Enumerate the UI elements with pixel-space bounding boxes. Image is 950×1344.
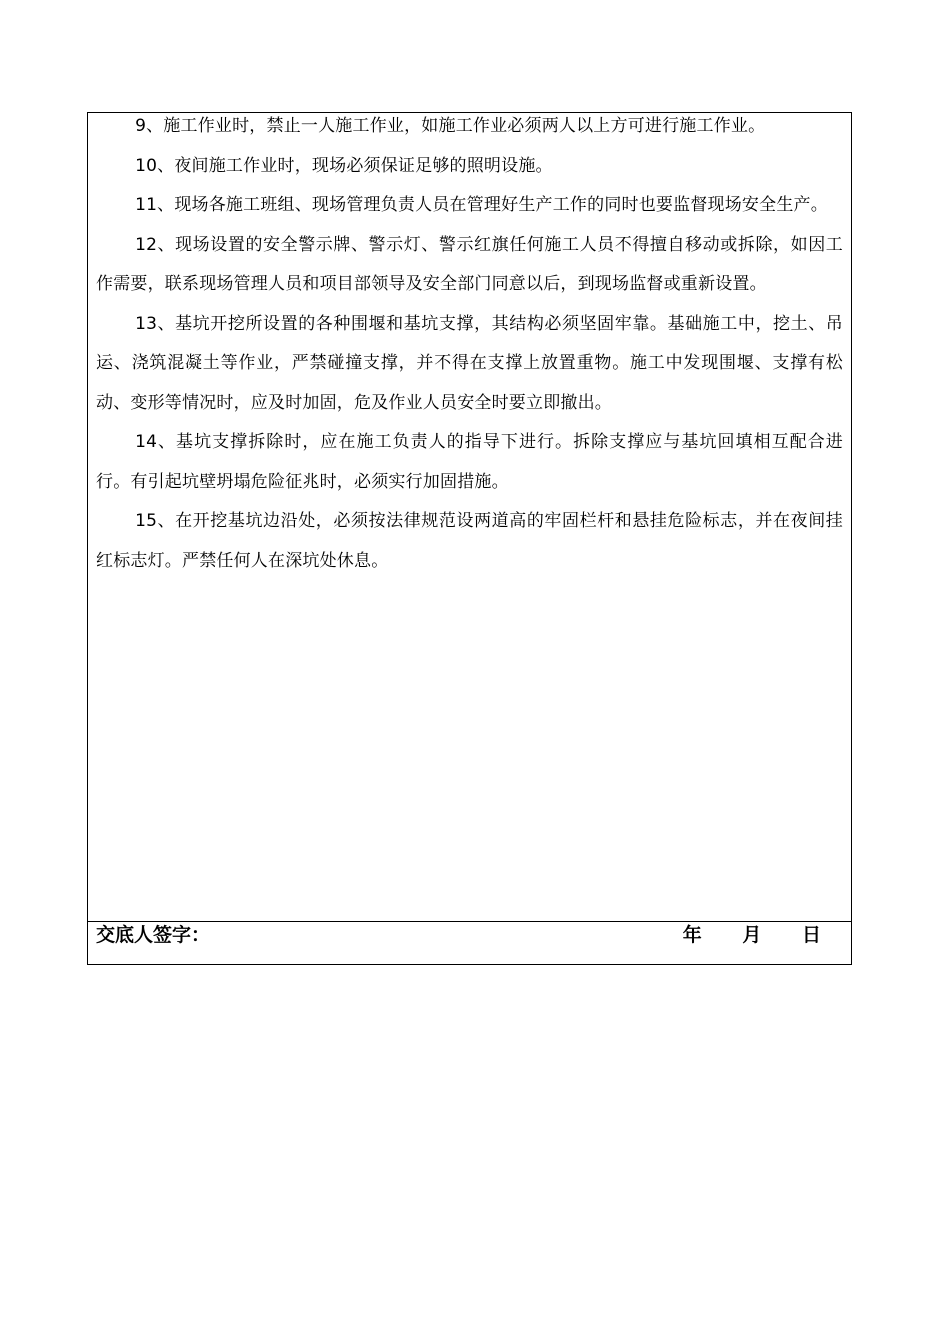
item-11: 11、现场各施工班组、现场管理负责人员在管理好生产工作的同时也要监督现场安全生产。	[135, 195, 828, 215]
item-9: 9、施工作业时，禁止一人施工作业，如施工作业必须两人以上方可进行施工作业。	[135, 116, 766, 136]
content-cell	[88, 113, 851, 922]
signature-row	[88, 921, 851, 964]
signature-label: 交底人签字：	[96, 924, 211, 946]
item-10: 10、夜间施工作业时，现场必须保证足够的照明设施。	[135, 155, 553, 176]
date-day-label: 日	[801, 924, 821, 946]
item-12: 12、现场设置的安全警示牌、警示灯、警示红旗任何施工人员不得擅自移动或拆除，如因工作需要，联系现场管理人员和项目部领导及安全部门同意以后，到现场监督或重新设置。	[96, 234, 843, 294]
date-year-label: 年	[682, 924, 702, 946]
item-15: 15、在开挖基坑边沿处，必须按法律规范设两道高的牢固栏杆和悬挂危险标志，并在夜间挂红标志灯。严禁任何人在深坑处休息。	[96, 511, 843, 571]
item-14: 14、基坑支撑拆除时，应在施工负责人的指导下进行。拆除支撑应与基坑回填相互配合进行。有引起坑壁坍塌危险征兆时，必须实行加固措施。	[96, 432, 843, 492]
disclosure-table	[87, 112, 852, 965]
item-13: 13、基坑开挖所设置的各种围堰和基坑支撑，其结构必须坚固牢靠。基础施工中，挖土、吊运、浇筑混凝土等作业，严禁碰撞支撑，并不得在支撑上放置重物。施工中发现围堰、支撑有松动、变形等情况时，应及时加固，危及作业人员安全时要立即撤出。	[96, 313, 843, 413]
signature-date	[683, 920, 821, 950]
date-month-label: 月	[742, 924, 762, 946]
